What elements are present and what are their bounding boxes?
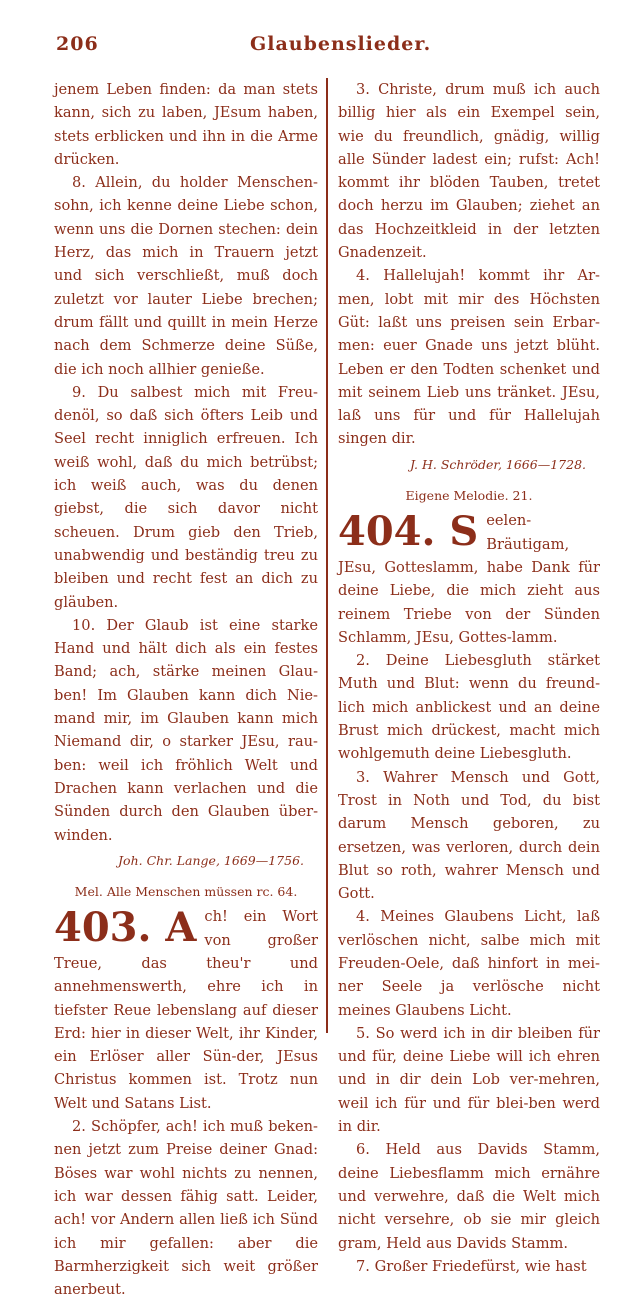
verse-3: 3. Christe, drum muß ich auch billig hier als ein Exempel sein, wie du freundlich, gnädig, willig alle Sünder ladest ein; rufst: Ach! kommt ihr blöden Tauben, tretet doch herzu im Glauben; ziehet an das Hochzeitkleid in der letzten Gnadenzeit. — [338, 81, 600, 262]
hymn-404-verse-4: 4. Meines Glaubens Licht, laß verlöschen nicht, salbe mich mit Freuden-Oele, daß hinfort in mei-ner Seele ja verlösche nicht meines Glaubens Licht. — [338, 908, 600, 1019]
hymn-404-verse-6: 6. Held aus Davids Stamm, deine Liebesflamm mich ernähre und verwehre, daß die Welt mich nicht versehre, ob sie mir gleich gram, Held aus Davids Stamm. — [338, 1141, 600, 1252]
column-divider — [326, 78, 328, 1033]
melody-line: Eigene Melodie. 21. — [405, 488, 533, 504]
hymn-404-verse-3: 3. Wahrer Mensch und Gott, Trost in Noth und Tod, du bist darum Mensch geboren, zu ersetzen, was verloren, durch dein Blut so roth, wahrer Mensch und Gott. — [338, 768, 600, 903]
verse-continuation: jenem Leben finden: da man stets kann, sich zu laben, JEsum haben, stets erblicken und ihn in die Arme drücken. — [54, 81, 318, 168]
hymn-number: 403. A — [54, 904, 197, 952]
verse-8: 8. Allein, du holder Menschen-sohn, ich kenne deine Liebe schon, wenn uns die Dornen stechen: dein Herz, das mich in Trauern jetzt und sich verschließt, muß doch zuletzt vor lauter Liebe brechen; drum fällt und quillt in mein Herze nach dem Schmerze deine Süße, die ich noch allhier genieße. — [54, 174, 318, 378]
verse-9: 9. Du salbest mich mit Freu-denöl, so daß sich öfters Leib und Seel recht inniglich erfreuen. Ich weiß wohl, daß du mich betrübst; ich weiß auch, was du denen giebst, die sich davor nicht scheuen. Drum gieb den Trieb, unabwendig und beständig treu zu bleiben und recht fest an dich zu gläuben. — [54, 383, 318, 611]
author-attribution: Joh. Chr. Lange, 1669—1756. — [118, 852, 304, 868]
hymn-text: ch! ein Wort von großer Treue, das theu'r und annehmenswerth, ehre ich in tiefster Reue lebenslang auf dieser Erd: hier in dieser Welt, ihr Kinder, ein Erlöser aller Sün-der, JEsus Christus kommen ist. Trotz nun Welt und Satans List. — [54, 908, 318, 1112]
hymn-404-verse-7: 7. Großer Friedefürst, wie hast — [356, 1257, 587, 1275]
hymn-404-verse-5: 5. So werd ich in dir bleiben für und für, deine Liebe will ich ehren und in dir dein Lob ver-mehren, weil ich für und für blei-ben werd in dir. — [338, 1024, 600, 1136]
hymn-404-verse-2: 2. Deine Liebesgluth stärket Muth und Blut: wenn du freund-lich mich anblickest und an deine Brust mich drückest, macht mich wohlgemuth deine Liebesgluth. — [338, 652, 600, 763]
hymn-403-verse-2: 2. Schöpfer, ach! ich muß beken-nen jetzt zum Preise deiner Gnad: Böses war wohl nichts zu nennen, ich war dessen fähig satt. Leider, ach! vor Andern allen ließ ich Sünd ich mir gefallen: aber die Barmherzigkeit sich weit größer anerbeut. — [54, 1118, 318, 1299]
hymn-text: eelen-Bräutigam, JEsu, Gotteslamm, habe Dank für deine Liebe, die mich zieht aus reinem Triebe von der Sünden Schlamm, JEsu, Gottes-lamm. — [338, 512, 600, 646]
hymn-number: 404. S — [338, 508, 479, 556]
page-number: 206 — [56, 33, 99, 55]
verse-4: 4. Hallelujah! kommt ihr Ar-men, lobt mit mir des Höchsten Güt: laßt uns preisen sein Erbar-men: euer Gnade uns jetzt blüht. Leben er den Todten schenket und mit seinem Lieb uns tränket. JEsu, laß uns für und für Hallelujah singen dir. — [338, 267, 600, 448]
verse-10: 10. Der Glaub ist eine starke Hand und hält dich als ein festes Band; ach, stärke meinen Glau-ben! Im Glauben kann dich Nie-mand mir, im Glauben kann mich Niemand dir, o starker JEsu, rau-ben: weil ich fröhlich Welt und Drachen kann verlachen und die Sünden durch den Glauben über-winden. — [54, 616, 318, 844]
running-title: Glaubenslieder. — [250, 33, 432, 55]
melody-line: Mel. Alle Menschen müssen rc. 64. — [74, 884, 298, 900]
author-attribution: J. H. Schröder, 1666—1728. — [410, 456, 586, 472]
hymn-403-verse-1 — [54, 905, 318, 1115]
hymn-404-verse-1 — [338, 509, 600, 649]
left-column — [54, 78, 318, 1301]
right-column — [338, 78, 600, 1278]
